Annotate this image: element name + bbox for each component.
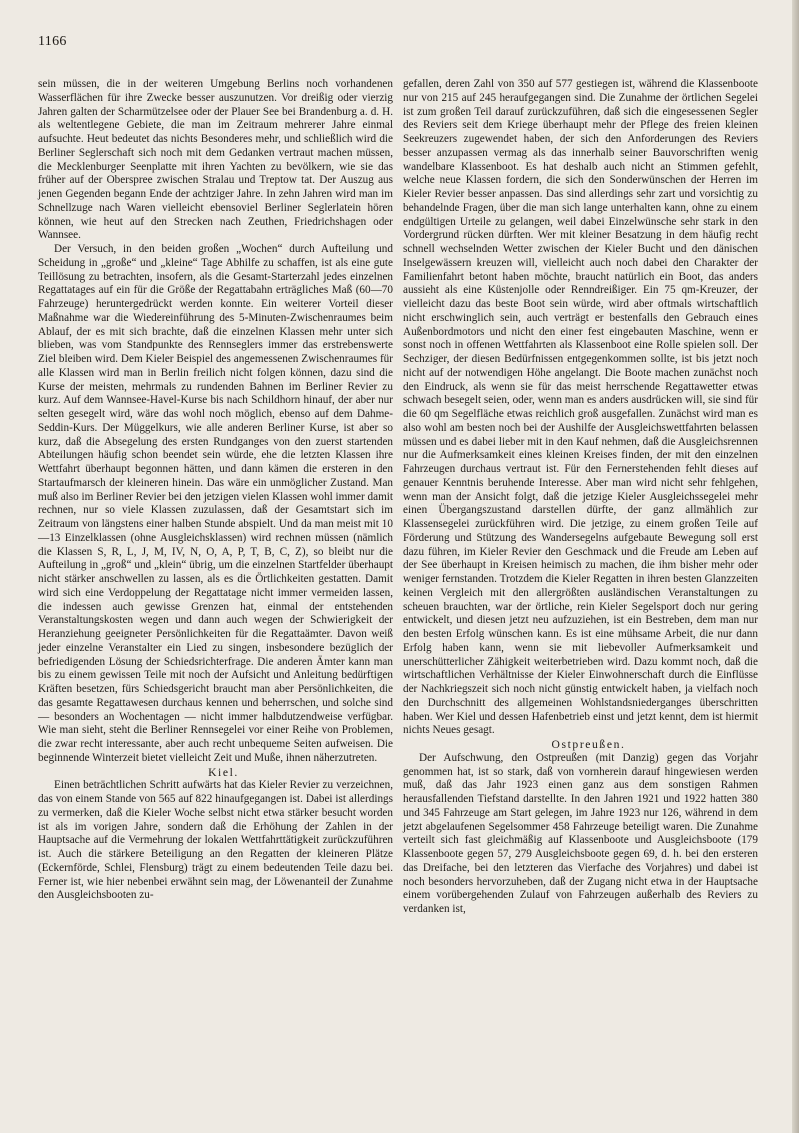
paragraph: gefallen, deren Zahl von 350 auf 577 gestiegen ist, während die Klassenboote nur von 215 auf 245 heraufgegangen sind. Die Zunahme der örtlichen Segelei ist zum großen Teil darauf zurückzuführen, daß sich die eingesessenen Segler des Reviers seit dem Kriege überhaupt mehr der Pflege des freien kleinen Seekreuzers zugewendet haben, der sich den Anforderungen des Reviers besser anzupassen vermag als das innerhalb seiner Bauvorschriften wenig wandelbare Klassenboot. Es hat deshalb auch nicht an Stimmen gefehlt, welche neue Klassen fordern, die sich den Sonderwünschen der Herren im Kieler Revier besser anpassen. Das sind allerdings sehr zart und vorsichtig zu behandelnde Fragen, über die man sich lange unterhalten kann, ohne zu einem endgültigen Urteile zu gelangen, weil dabei Einzelwünsche sehr stark in den Vordergrund rücken dürften. Wer mit kleiner Besatzung in dem häufig recht schnell wechselnden Wetter zwischen der Kieler Bucht und den dänischen Inselgewässern kreuzen will, vielleicht auch noch dabei den Charakter der Familienfahrt betont haben möchte, braucht natürlich ein Boot, das anders aussieht als eine Küstenjolle oder Renndreißiger. Ein 75 qm-Kreuzer, der vielleicht dazu das beste Boot sein würde, wird aber oftmals wirtschaftlich nicht erschwinglich sein, auch verträgt er bestenfalls den Gebrauch eines Außenbordmotors und nicht den einer fest eingebauten Maschine, wenn er sonst noch in offenen Wettfahrten als Klassenboot eine Rolle spielen soll. Der Sechziger, der diesen Bedürfnissen entgegenkommen sollte, ist bis jetzt noch nicht auf der notwendigen Höhe angelangt. Die Boote machen zunächst noch den Eindruck, als wenn sie für das meist herrschende Regattawetter etwas schwach besegelt seien, oder, wenn man es anders ausdrücken will, sie sind für die 60 qm Segelfläche etwas reichlich groß ausgefallen. Zunächst wird man es also wohl am besten noch bei der Aushilfe der Ausgleichswettfahrten belassen müssen und es dabei lieber mit in den Kauf nehmen, daß die Ausgleichsrennen nur die Aufmerksamkeit eines kleinen Kreises finden, der mit den einzelnen Fahrzeugen durchaus vertraut ist. Für den Fernerstehenden fehlt dieses auf genauer Kenntnis beruhende Interesse. Aber man wird nicht sehr fehlgehen, wenn man der Ansicht folgt, daß die jetzige Kieler Ausgleichssegelei mehr einen Übergangszustand darstellen dürfte, der ganz allmählich zur Klassensegelei zurückführen wird. Die jetzige, zu einem großen Teile auf Förderung und Stützung des Wandersegelns aufgebaute Bewegung soll erst dazu führen, im Kieler Revier den Geschmack und die Freude am Leben auf der See überhaupt in Kreisen heimisch zu machen, die ihm bisher mehr oder weniger fernstanden. Trotzdem die Kieler Regatten in ihren besten Glanzzeiten keinen Vergleich mit den allergrößten ausländischen Veranstaltungen zu scheuen brauchten, war der örtliche, rein Kieler Segelsport doch nur gering entwickelt, und diesen jetzt neu aufzuziehen, ist ein Bestreben, dem man nur den besten Erfolg wünschen kann. Es ist eine mühsame Arbeit, die nur dann Erfolg haben kann, wenn sie mit liebevoller Aufmerksamkeit und unerschütterlicher Zähigkeit weiterbetrieben wird. Dazu kommt noch, daß die wirtschaftlichen Verhältnisse der Kieler Einwohnerschaft durch die Einflüsse der Nachkriegszeit sich noch nicht günstig entwickelt haben, ja vielfach noch den Durchschnitt des allgemeinen Wohlstandsniederganges überschritten haben. Wer Kiel und dessen Hafenbetrieb einst und jetzt kennt, dem ist hiermit nichts Neues gesagt. (403, 78, 758, 737)
page-number: 1166 (38, 34, 67, 49)
paragraph: Der Versuch, in den beiden großen „Wochen“ durch Aufteilung und Scheidung in „große“ und „kleine“ Tage Abhilfe zu schaffen, ist als eine gute Teillösung zu betrachten, insofern, als die Gesamt-Starterzahl jedes einzelnen Regattatages auf ein für die Größe der Regattabahn erträgliches Maß (60—70 Fahrzeuge) heruntergedrückt werden konnte. Ein weiterer Vorteil dieser Maßnahme war die Wiedereinführung des 5-Minuten-Zwischenraumes beim Ablauf, der es mit sich brachte, daß die einzelnen Klassen mehr unter sich blieben, was vom Standpunkte des Rennseglers immer das erstrebenswerte Ziel bleiben wird. Dem Kieler Beispiel des angemessenen Zwischenraumes für alle Klassen wird man in Berlin freilich nicht folgen können, dazu sind die Kurse der meisten, mehrmals zu rundenden Bahnen im Berliner Revier zu kurz. Auf dem Wannsee-Havel-Kurse bis nach Schildhorn hinauf, der aber nur selten gesegelt wird, wäre das wohl noch möglich, ebenso auf dem Dahme-Seddin-Kurs. Der Müggelkurs, wie alle anderen Berliner Kurse, ist aber so kurz, daß die Absegelung des ersten Rundganges von den zuerst startenden Abteilungen häufig schon beendet sein würde, ehe die letzten Klassen ihre Wettfahrt überhaupt begonnen hätten, und dann kämen die ersteren in den Startaufmarsch der kleineren hinein. Das wäre ein unmöglicher Zustand. Man muß also im Berliner Revier bei den jetzigen vielen Klassen wohl immer damit rechnen, nur so viele Klassen zuzulassen, daß der Gesamtstart sich im Zeitraum von längstens einer halben Stunde abspielt. Und da man meist mit 10—13 Einzelklassen (ohne Ausgleichsklassen) wird rechnen müssen (nämlich die Klassen S, R, L, J, M, IV, N, O, A, P, T, B, C, Z), so bleibt nur die Aufteilung in „groß“ und „klein“ übrig, um die einzelnen Startfelder überhaupt nicht stärker anschwellen zu lassen, als es die Örtlichkeiten gestatten. Damit wird sich eine Verdoppelung der Regattatage nicht immer vermeiden lassen, die indessen auch gewisse Grenzen hat, einmal der entstehenden Veranstaltungskosten wegen und dann auch wegen der Schwierigkeit der Heranziehung geeigneter Persönlichkeiten für die Regattaämter. Davon weiß jeder einzelne Veranstalter ein Lied zu singen, insbesondere bezüglich der befriedigenden Lösung der Schiedsrichterfrage. Die anderen Ämter kann man bis zu einem gewissen Teile mit noch der Aufsicht und Anleitung bedürftigen Kräften besetzen, fürs Schiedsgericht braucht man aber Persönlichkeiten, die das gesamte Regattawesen durchaus kennen und beherrschen, und solche sind — besonders an Wochentagen — nicht immer halbdutzendweise verfügbar. Wie man sieht, steht die Berliner Rennsegelei vor einer Reihe von Problemen, die zwar recht interessante, aber auch recht unbequeme Seiten aufweisen. Die beginnende Winterzeit bietet vielleicht Zeit und Muße, ihnen näherzutreten. (38, 243, 393, 764)
right-column (403, 78, 758, 917)
paragraph: Einen beträchtlichen Schritt aufwärts hat das Kieler Revier zu verzeichnen, das von einem Stande von 565 auf 822 hinaufgegangen ist. Dabei ist allerdings zu vermerken, daß die Kieler Woche selbst nicht etwa stärker besucht worden ist als im vorigen Jahre, sondern daß die Erhöhung der Zahlen in der Hauptsache auf die Vermehrung der lokalen Wettfahrttätigkeit zurückzuführen ist. Auch die stärkere Beteiligung an den Regatten der kleineren Plätze (Eckernförde, Schlei, Flensburg) trägt zu einem bedeutenden Teile dazu bei. Ferner ist, wie hier nebenbei erwähnt sein mag, der Löwenanteil der Zunahme den Ausgleichsbooten zu- (38, 779, 393, 902)
section-heading-kiel: Kiel. (208, 765, 239, 779)
section-heading-ostpreussen: Ostpreußen. (551, 738, 626, 751)
paragraph: Der Aufschwung, den Ostpreußen (mit Danzig) gegen das Vorjahr genommen hat, ist so stark, daß von vornherein darauf hingewiesen werden muß, daß das Jahr 1923 einen ganz aus dem sonstigen Rahmen herausfallenden Tiefstand darstellte. In den Jahren 1921 und 1922 hatten 380 und 345 Fahrzeuge am Start gelegen, im Jahre 1923 nur 126, während in dem jetzt abgelaufenen Segelsommer 458 Fahrzeuge beteiligt waren. Die Zunahme verteilt sich fast gleichmäßig auf Klassenboote und Ausgleichsboote (179 Klassenboote gegen 57, 279 Ausgleichsboote gegen 69, d. h. bei den ersteren das Dreifache, bei den letzteren das Vierfache des Vorjahres) und dabei ist noch besonders hervorzuheben, daß der Zugang nicht etwa in der Hauptsache einem vorübergehenden Zulauf von Fahrzeugen außerhalb des Reviers zu verdanken ist, (403, 751, 758, 915)
page-edge (792, 0, 799, 1133)
left-column (38, 78, 393, 903)
paragraph: sein müssen, die in der weiteren Umgebung Berlins noch vorhandenen Wasserflächen für ihre Zwecke besser auszunutzen. Vor dreißig oder vierzig Jahren galten der Scharmützelsee oder der Plauer See bei Brandenburg a. d. H. als weltentlegene Gebiete, die man im Zeitraum mehrerer Jahre einmal aufsuchte. Heut bedeutet das nichts Besonderes mehr, und schließlich wird die Berliner Seglerschaft sich noch mit dem Gedanken vertraut machen müssen, die Mecklenburger Seenplatte mit ihren Yachten zu bevölkern, wie sie das früher auf der Oberspree zwischen Stralau und Treptow tat. Der Auszug aus jenen Gegenden begann Ende der achtziger Jahre. In zehn Jahren wird man im Schnellzuge nach Waren vielleicht ebensoviel Berliner Seglerlatein hören können, wie heut auf den Strecken nach Zeuthen, Friedrichshagen oder Wannsee. (38, 78, 393, 242)
